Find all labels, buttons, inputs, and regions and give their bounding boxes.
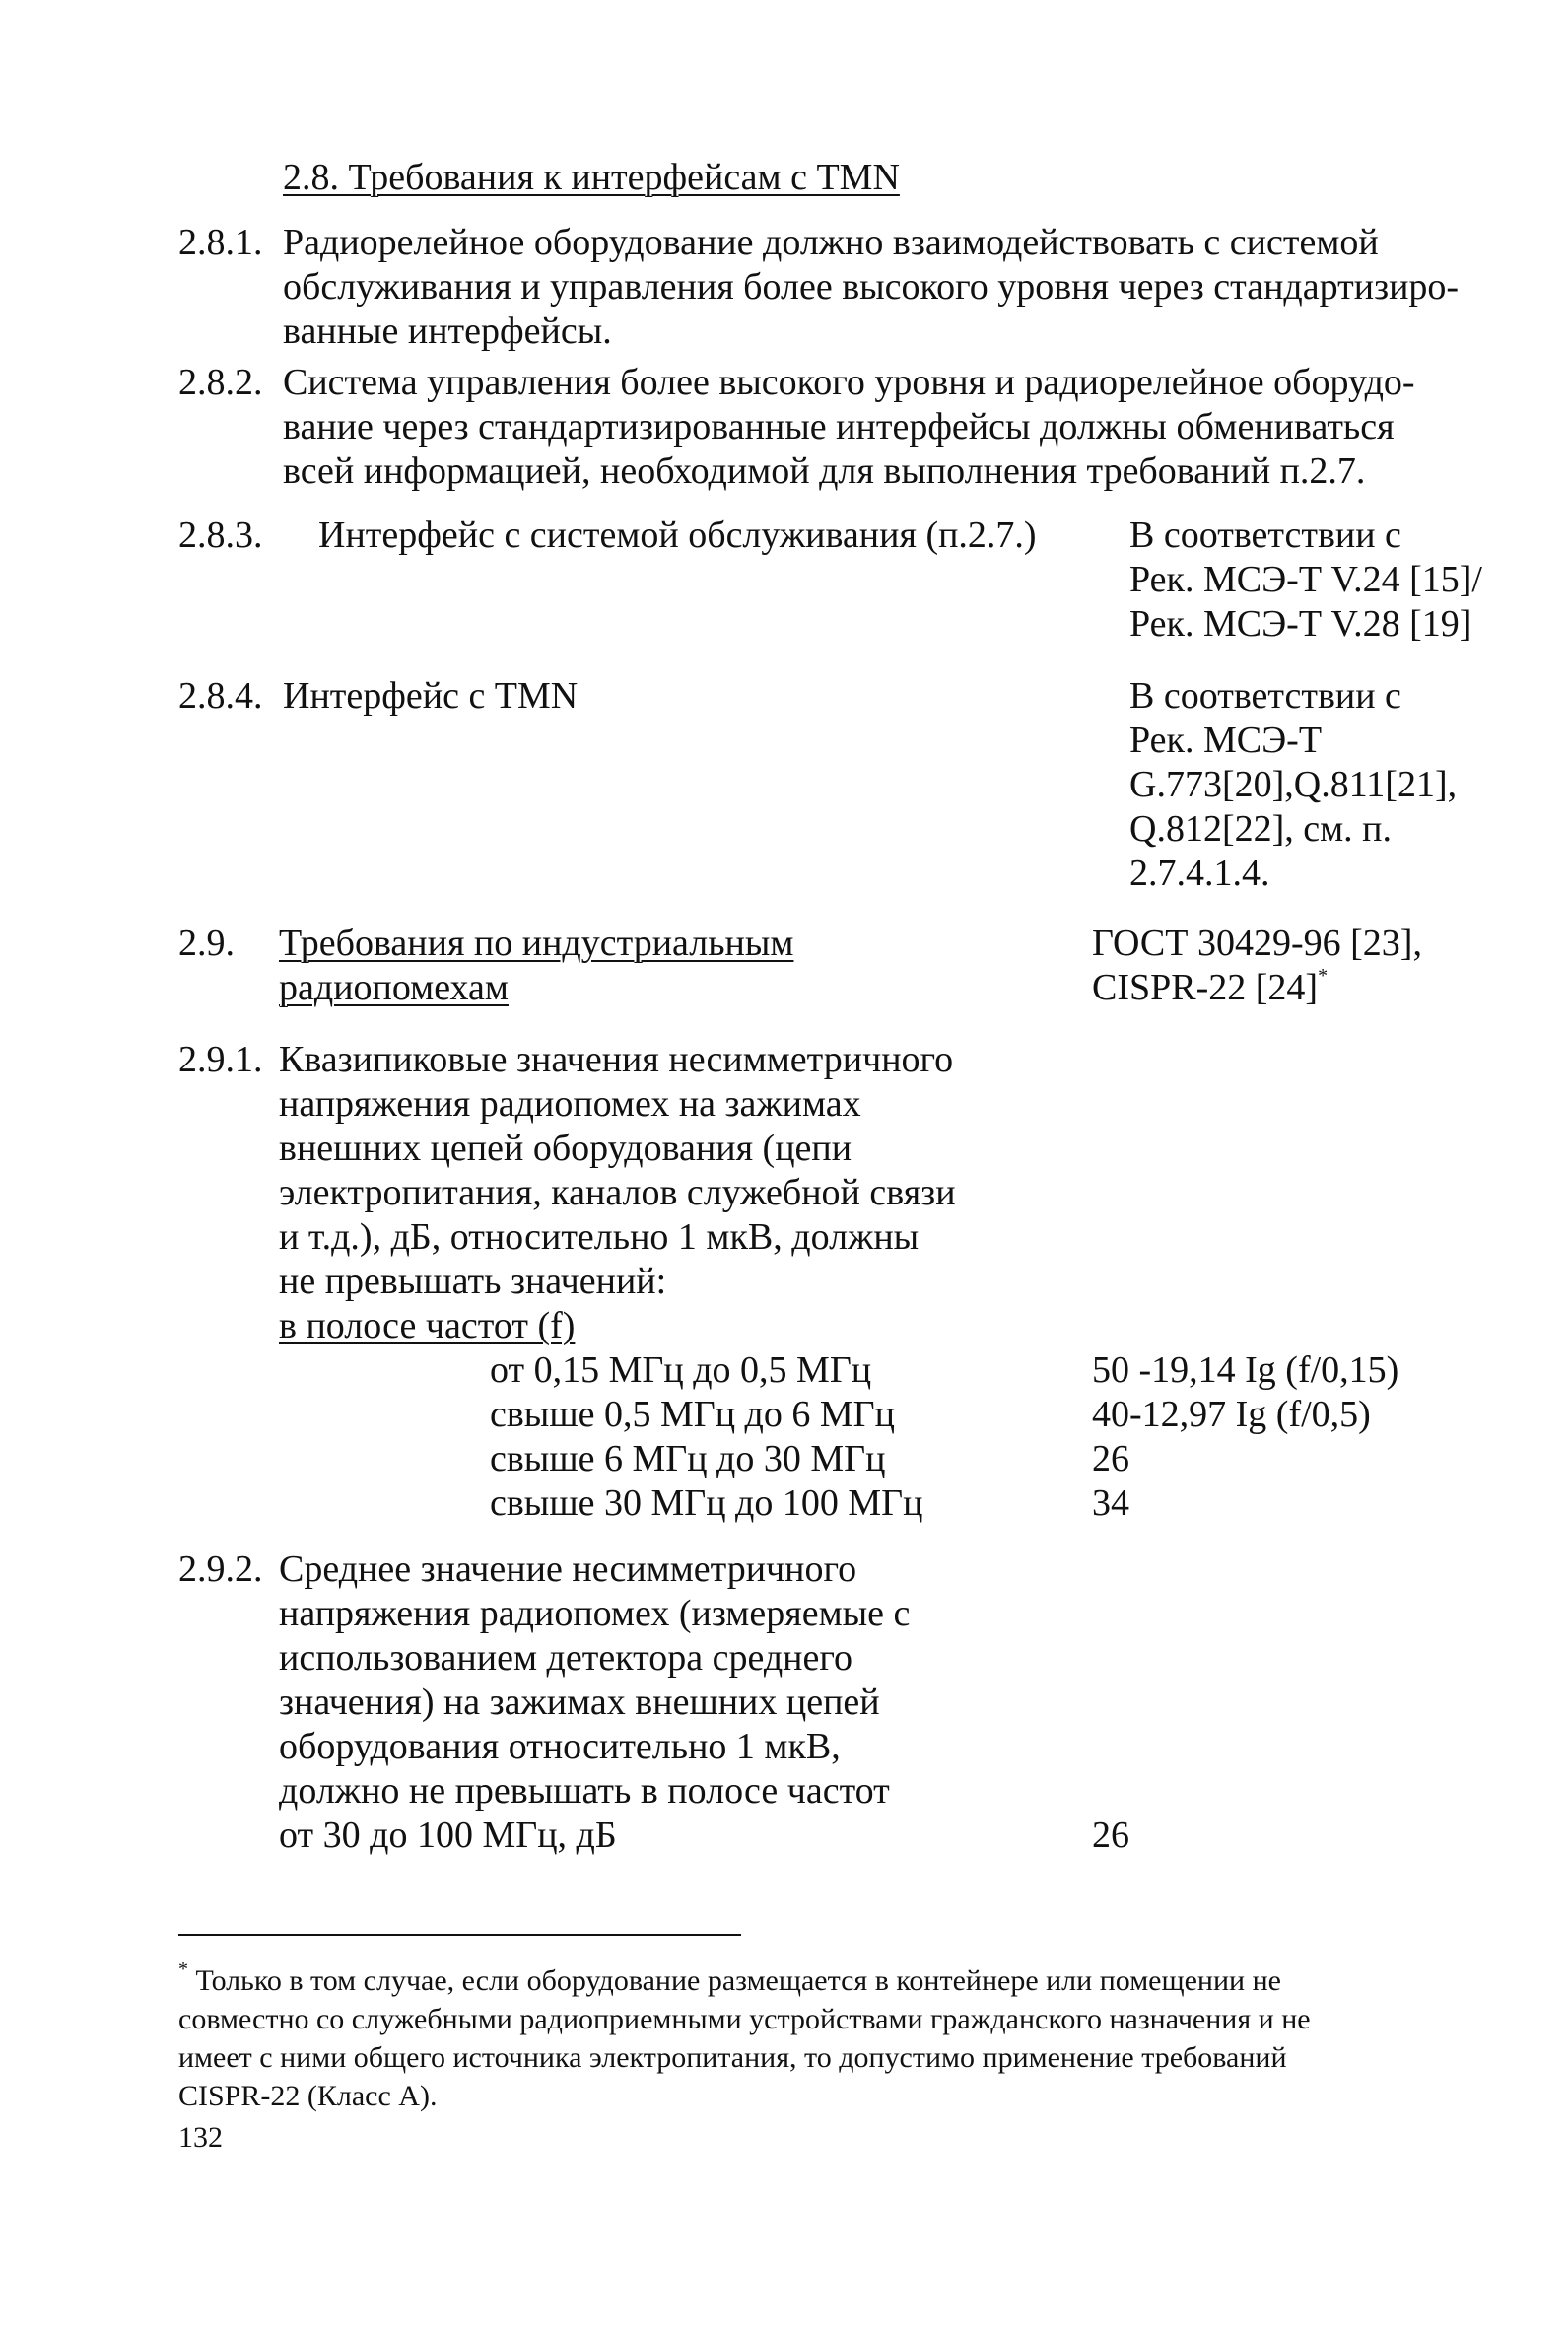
text-line: Радиорелейное оборудование должно взаимодействовать с системой — [283, 222, 1379, 263]
text-line: электропитания, каналов служебной связи — [279, 1172, 956, 1213]
section-number-2-9: 2.9. — [178, 923, 235, 964]
ref-line: Q.812[22], см. п. — [1129, 808, 1392, 850]
section-2-9-reference — [1092, 922, 1422, 1010]
text-line: напряжения радиопомех на зажимах — [279, 1083, 861, 1125]
para-2-8-3-text: Интерфейс с системой обслуживания (п.2.7.) — [318, 515, 1037, 556]
text-line: обслуживания и управления более высокого уровня через стандартизиро- — [283, 266, 1460, 308]
ref-line: G.773[20],Q.811[21], — [1129, 764, 1458, 805]
para-2-8-1 — [283, 221, 1459, 354]
frequency-range: свыше 0,5 МГц до 6 МГц — [490, 1394, 895, 1435]
limit-value: 50 -19,14 Ig (f/0,15) — [1092, 1349, 1399, 1391]
text-line: всей информацией, необходимой для выполнения требований п.2.7. — [283, 450, 1366, 492]
text-line: оборудования относительно 1 мкВ, — [279, 1726, 841, 1767]
text-line: вание через стандартизированные интерфейсы должны обмениваться — [283, 406, 1395, 447]
footnote-line: CISPR-22 (Класс А). — [178, 2080, 438, 2112]
footnote-line — [178, 1961, 1311, 2000]
para-2-9-2 — [279, 1547, 910, 1858]
ref-line: В соответствии с — [1129, 515, 1401, 556]
limit-value-2-9-2: 26 — [1092, 1815, 1129, 1856]
limit-value: 40-12,97 Ig (f/0,5) — [1092, 1394, 1371, 1435]
para-2-9-1 — [279, 1038, 956, 1348]
page-number: 132 — [178, 2121, 223, 2154]
para-2-8-3-reference — [1129, 514, 1482, 647]
ref-line: ГОСТ 30429-96 [23], — [1092, 923, 1422, 964]
frequency-ranges — [490, 1348, 923, 1526]
frequency-range: свыше 30 МГц до 100 МГц — [490, 1482, 923, 1524]
para-number-2-9-1: 2.9.1. — [178, 1039, 263, 1080]
limit-value: 26 — [1092, 1438, 1129, 1479]
para-2-8-4-reference — [1129, 674, 1457, 896]
para-number-2-8-1: 2.8.1. — [178, 222, 263, 263]
ref-line — [1092, 966, 1422, 1010]
text-line: и т.д.), дБ, относительно 1 мкВ, должны — [279, 1216, 920, 1258]
para-2-8-2 — [283, 361, 1415, 494]
title-line: радиопомехам — [279, 967, 509, 1008]
text-line: Среднее значение несимметричного — [279, 1548, 857, 1590]
ref-line: Рек. МСЭ-Т V.28 [19] — [1129, 603, 1472, 645]
title-line: Требования по индустриальным — [279, 923, 794, 964]
text-line: ванные интерфейсы. — [283, 310, 612, 352]
ref-text: CISPR-22 [24] — [1092, 967, 1319, 1008]
para-number-2-8-3: 2.8.3. — [178, 515, 263, 556]
footnote-text: Только в том случае, если оборудование размещается в контейнере или помещении не — [195, 1964, 1281, 1997]
frequency-range: от 0,15 МГц до 0,5 МГц — [490, 1349, 872, 1391]
footnote-mark: * — [1318, 965, 1329, 988]
text-line: Квазипиковые значения несимметричного — [279, 1039, 954, 1080]
text-line: значения) на зажимах внешних цепей — [279, 1682, 880, 1723]
footnote-line: совместно со служебными радиоприемными устройствами гражданского назначения и не — [178, 2003, 1311, 2035]
band-label: в полосе частот (f) — [279, 1305, 576, 1346]
section-heading-2-8: 2.8. Требования к интерфейсам с TMN — [283, 157, 900, 198]
text-line: не превышать значений: — [279, 1261, 667, 1302]
text-line: должно не превышать в полосе частот — [279, 1770, 890, 1812]
text-line: Система управления более высокого уровня и радиорелейное оборудо- — [283, 362, 1415, 403]
para-number-2-9-2: 2.9.2. — [178, 1548, 263, 1590]
limit-values — [1092, 1348, 1398, 1526]
text-line: использованием детектора среднего — [279, 1637, 853, 1679]
para-2-8-4-text: Интерфейс с TMN — [283, 675, 579, 717]
ref-line: Рек. МСЭ-Т — [1129, 720, 1323, 761]
section-title-2-9 — [279, 922, 793, 1010]
text-line: от 30 до 100 МГц, дБ — [279, 1815, 617, 1856]
text-line: внешних цепей оборудования (цепи — [279, 1128, 852, 1169]
footnote-line: имеет с ними общего источника электропитания, то допустимо применение требований — [178, 2041, 1287, 2074]
ref-line: Рек. МСЭ-Т V.24 [15]/ — [1129, 559, 1482, 600]
frequency-range: свыше 6 МГц до 30 МГц — [490, 1438, 886, 1479]
text-line: напряжения радиопомех (измеряемые с — [279, 1593, 911, 1634]
footnote — [178, 1961, 1311, 2115]
footnote-mark: * — [178, 1959, 188, 1980]
ref-line: В соответствии с — [1129, 675, 1401, 717]
para-number-2-8-4: 2.8.4. — [178, 675, 263, 717]
ref-line: 2.7.4.1.4. — [1129, 853, 1270, 894]
footnote-divider — [178, 1934, 741, 1936]
limit-value: 34 — [1092, 1482, 1129, 1524]
para-number-2-8-2: 2.8.2. — [178, 362, 263, 403]
